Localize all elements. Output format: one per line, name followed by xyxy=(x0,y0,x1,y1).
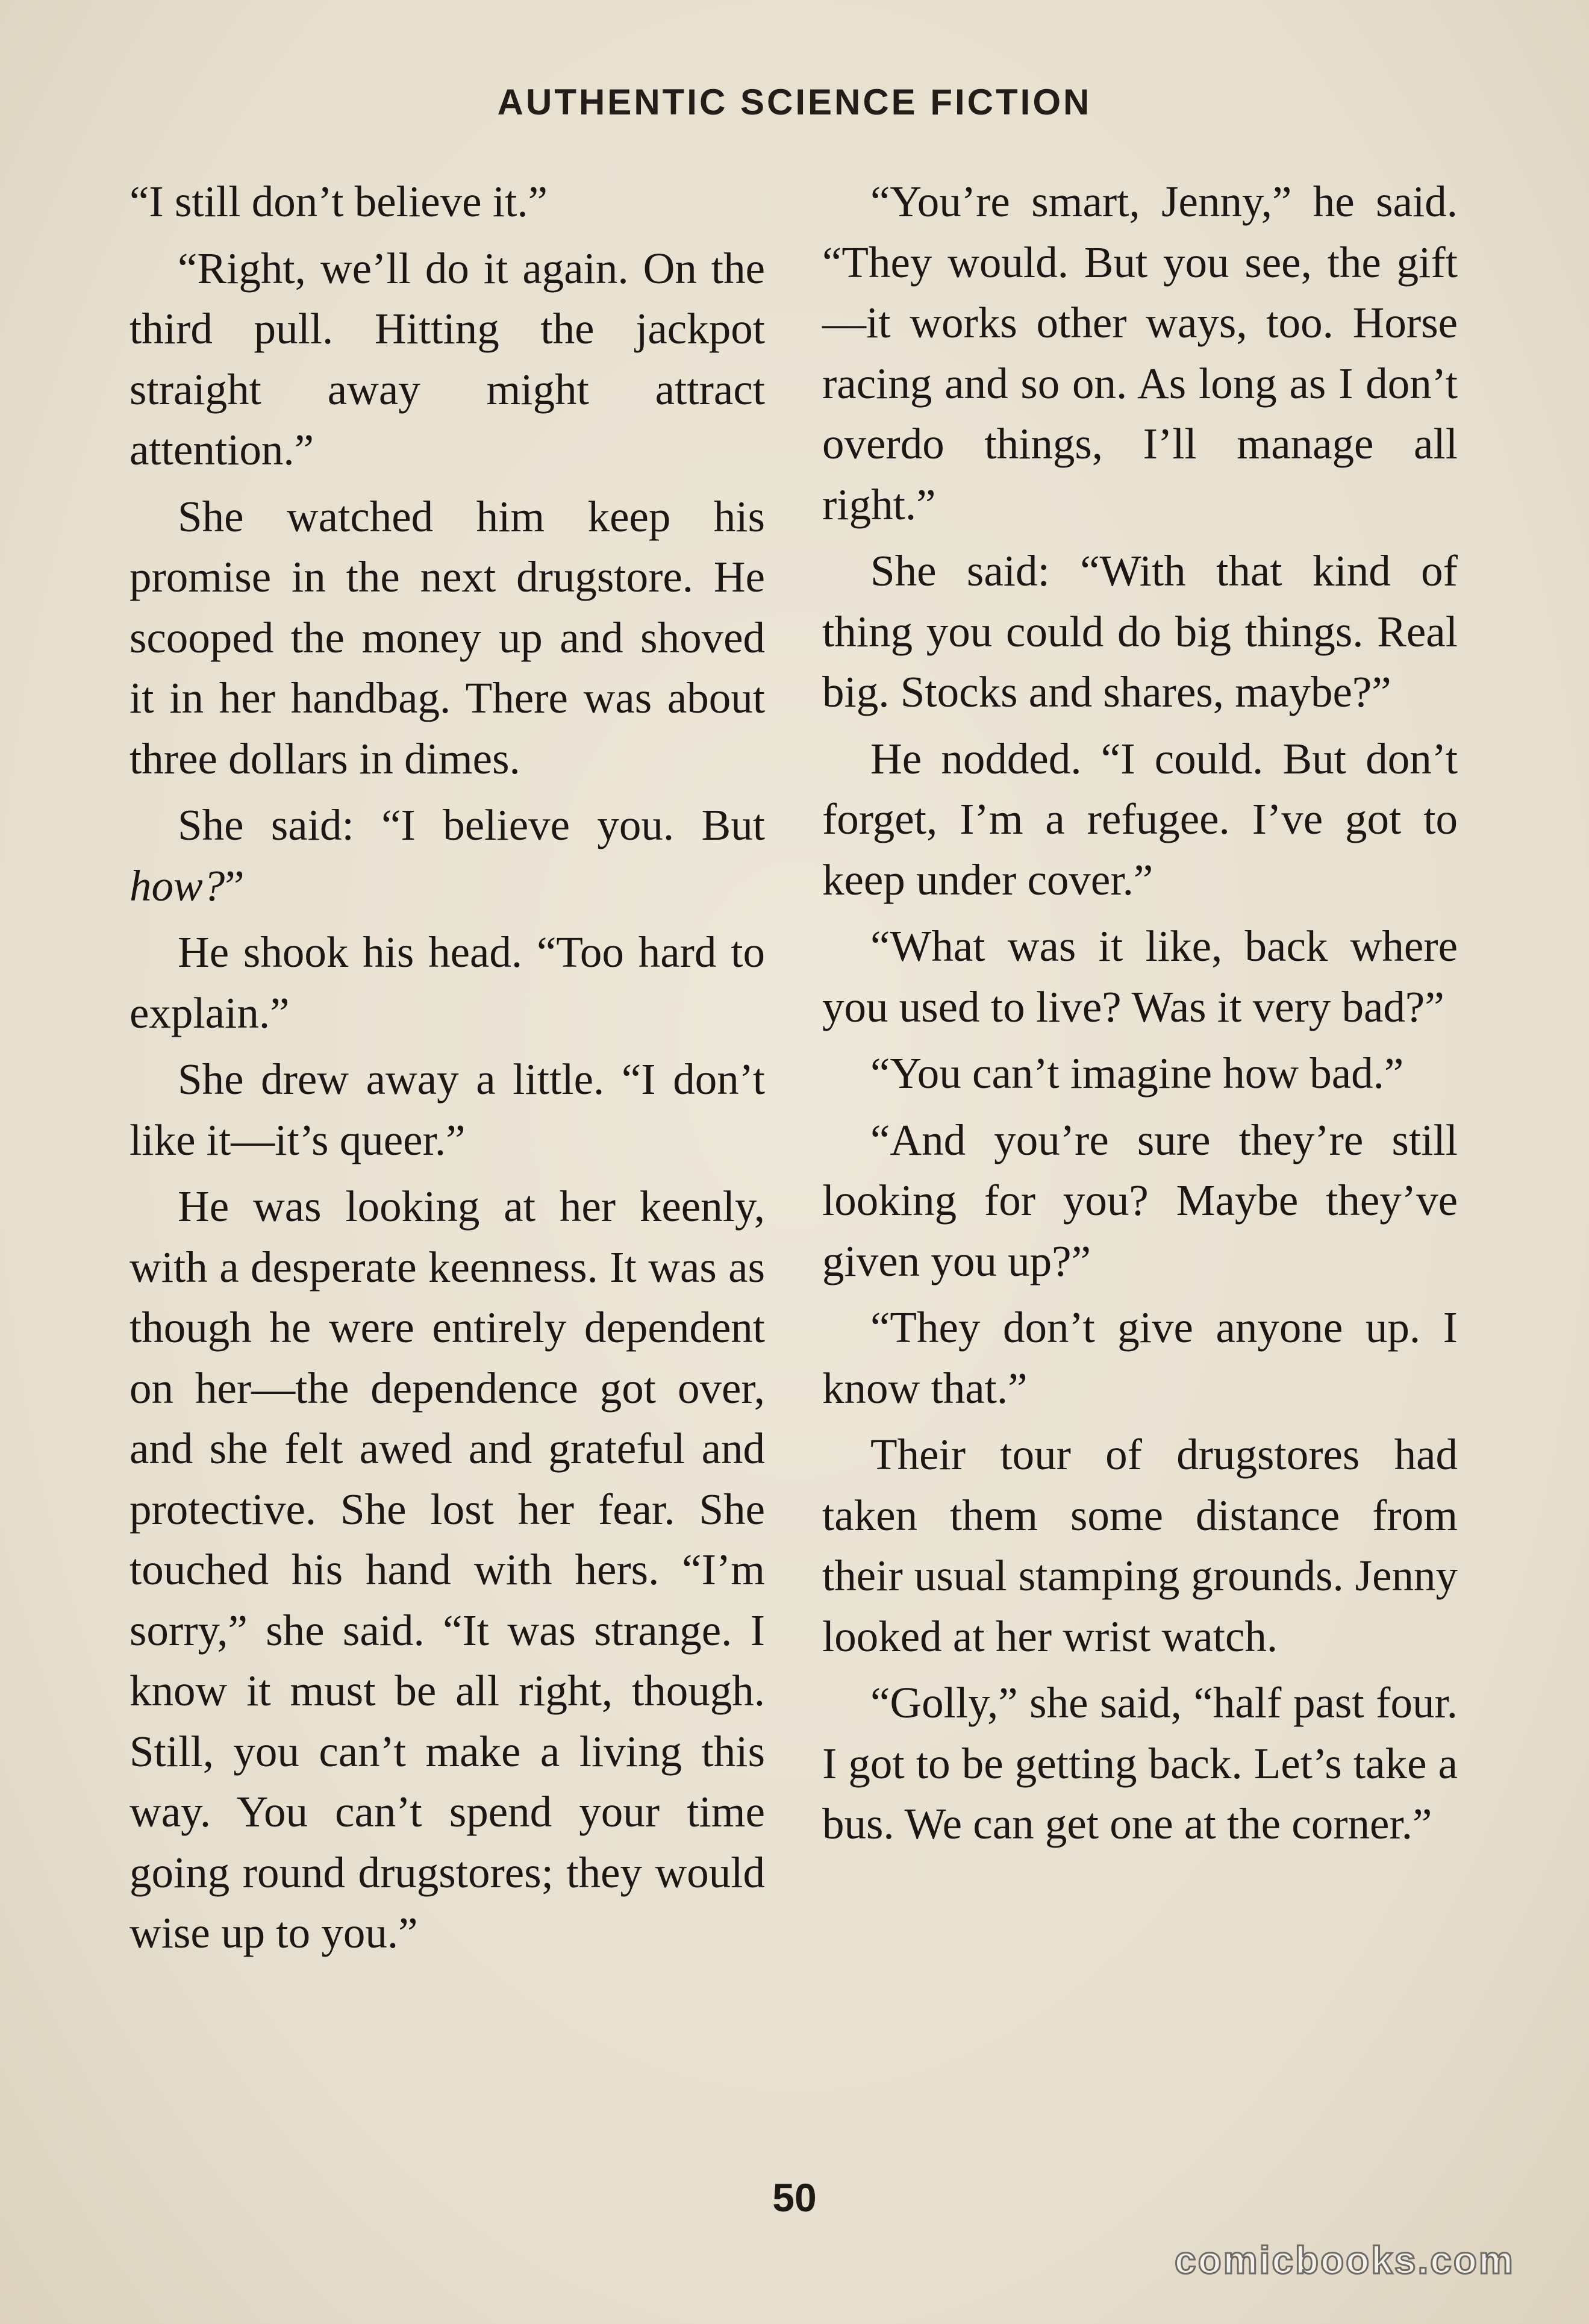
page-number: 50 xyxy=(772,2175,817,2220)
paragraph: “Right, we’ll do it again. On the third pull. Hitting the jackpot straight away might attract attention.” xyxy=(130,243,765,474)
paragraph: He was looking at her keenly, with a desperate keenness. It was as though he were entirely dependent on her—the dependence got over, and she felt awed and grateful and protective. She lost her fear. She touched his hand with hers. “I’m sorry,” she said. “It was strange. I know it must be all right, though. Still, you can’t make a living this way. You can’t spend your time going round drugstores; they would wise up to you.” xyxy=(130,1182,765,1957)
paragraph: Their tour of drugstores had taken them some distance from their usual stamping grounds. Jenny looked at her wrist watch. xyxy=(822,1430,1458,1661)
left-column xyxy=(130,172,765,1970)
paragraph: She drew away a little. “I don’t like it—it’s queer.” xyxy=(130,1055,765,1164)
watermark: comicbooks.com xyxy=(1175,2238,1515,2282)
paragraph xyxy=(130,795,765,916)
paragraph: He shook his head. “Too hard to explain.” xyxy=(130,928,765,1037)
running-header: AUTHENTIC SCIENCE FICTION xyxy=(497,82,1092,122)
paragraph: “They don’t give anyone up. I know that.” xyxy=(822,1303,1458,1413)
paragraph: “What was it like, back where you used to live? Was it very bad?” xyxy=(822,922,1458,1031)
paragraph-text: ” xyxy=(225,861,245,910)
paragraph: She said: “With that kind of thing you could do big things. Real big. Stocks and shares, maybe?” xyxy=(822,546,1458,716)
paragraph: “I still don’t believe it.” xyxy=(130,177,548,226)
paragraph: He nodded. “I could. But don’t forget, I’m a refugee. I’ve got to keep under cover.” xyxy=(822,734,1458,904)
paragraph: She watched him keep his promise in the next drugstore. He scooped the money up and shoved it in her handbag. There was about three dollars in dimes. xyxy=(130,492,765,783)
paragraph: “And you’re sure they’re still looking for you? Maybe they’ve given you up?” xyxy=(822,1115,1458,1285)
paragraph: “You’re smart, Jenny,” he said. “They would. But you see, the gift—it works other ways, too. Horse racing and so on. As long as I don’t overdo things, I’ll manage all right.” xyxy=(822,177,1458,529)
right-column xyxy=(822,172,1458,1861)
paragraph-text: She said: “I believe you. But xyxy=(178,801,765,849)
paragraph: “You can’t imagine how bad.” xyxy=(870,1049,1404,1098)
italic-text: how? xyxy=(130,861,225,910)
paragraph: “Golly,” she said, “half past four. I got to be getting back. Let’s take a bus. We can get one at the corner.” xyxy=(822,1678,1458,1848)
